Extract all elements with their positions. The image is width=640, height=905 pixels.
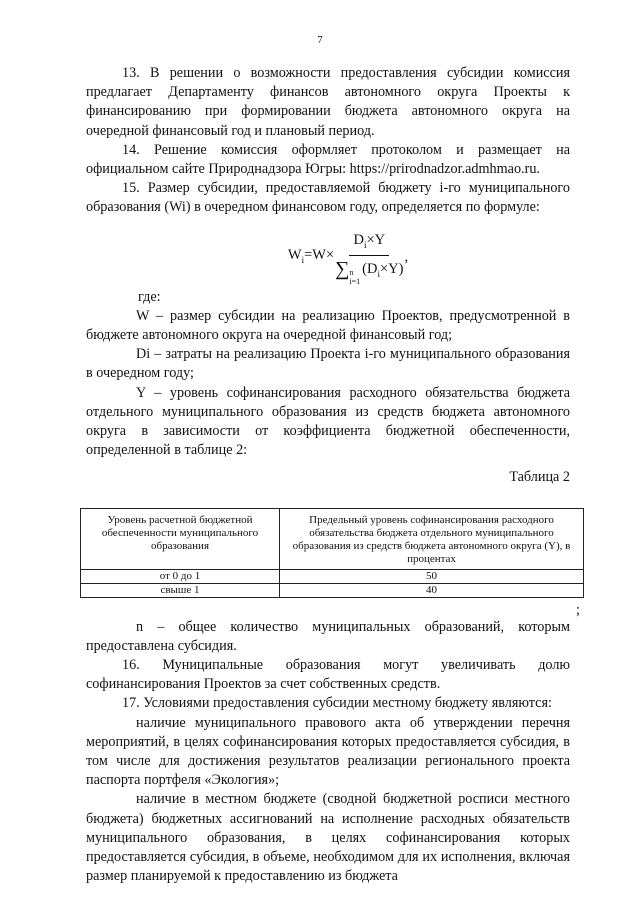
table-cell: 40 bbox=[280, 583, 584, 597]
paragraph-14: 14. Решение комиссия оформляет протоколом и размещает на официальном сайте Природнадзора Югры: https://prirodnadzor.admhmao.ru. bbox=[86, 141, 570, 178]
formula-numerator: $D_i\times Y$ bbox=[349, 232, 389, 256]
formula-tail: , bbox=[404, 249, 409, 266]
table-header-row bbox=[81, 508, 584, 569]
cofinancing-table bbox=[80, 508, 584, 598]
table-cell: от 0 до 1 bbox=[81, 569, 280, 583]
definition-y: Y – уровень софинансирования расходного обязательства бюджета отдельного муниципального образования из средств бюджета автономного округа в зависимости от коэффициента бюджетной обеспеченности, определенной в таблице 2: bbox=[86, 384, 570, 459]
definition-di: Di – затраты на реализацию Проекта i-го муниципального образования в очередном году; bbox=[86, 346, 570, 382]
where-label: где: bbox=[138, 288, 161, 305]
table-row bbox=[81, 569, 584, 583]
formula-fraction bbox=[335, 232, 403, 284]
page-number: 7 bbox=[317, 34, 323, 46]
table-cell: свыше 1 bbox=[81, 583, 280, 597]
table-header-cell: Предельный уровень софинансирования расходного обязательства бюджета отдельного муниципального образования из средств бюджета автономного округа (Y), в процентах bbox=[280, 508, 584, 569]
paragraph-15: 15. Размер субсидии, предоставляемой бюджету i-го муниципального образования (Wi) в очередном финансовом году, определяется по формуле: bbox=[86, 180, 570, 216]
table-header-cell: Уровень расчетной бюджетной обеспеченности муниципального образования bbox=[81, 508, 280, 569]
paragraph-17: 17. Условиями предоставления субсидии местному бюджету являются: bbox=[122, 695, 552, 712]
definition-n: n – общее количество муниципальных образований, которым предоставлена субсидия. bbox=[86, 618, 570, 654]
condition-legal-act: наличие муниципального правового акта об утверждении перечня мероприятий, в целях софинансирования которых предоставляется субсидия, в том числе для достижения результатов реализации регионального проекта паспорта портфеля «Экология»; bbox=[86, 714, 570, 789]
table-cell: 50 bbox=[280, 569, 584, 583]
table-caption: Таблица 2 bbox=[509, 469, 570, 486]
document-body bbox=[86, 64, 580, 887]
definition-w: W – размер субсидии на реализацию Проектов, предусмотренной в бюджете автономного округа на очередной финансовый год; bbox=[86, 307, 570, 344]
table-row bbox=[81, 583, 584, 597]
table-semicolon: ; bbox=[576, 601, 580, 618]
condition-budget-allocation: наличие в местном бюджете (сводной бюджетной росписи местного бюджета) бюджетных ассигнований на исполнение расходных обязательств муниципального образования, в целях софинансирования которых предоставляется субсидия, в объеме, необходимом для их исполнения, включая размер планируемой к предоставлению из бюджета bbox=[86, 791, 570, 885]
paragraph-13: 13. В решении о возможности предоставления субсидии комиссия предлагает Департаменту финансов автономного округа Проекты к финансированию при формировании бюджета автономного округа на очередной финансовый год и плановый период. bbox=[86, 65, 570, 139]
paragraph-16: 16. Муниципальные образования могут увеличивать долю софинансирования Проектов за счет собственных средств. bbox=[86, 657, 570, 693]
subsidy-formula bbox=[126, 231, 570, 286]
formula-denominator: ∑ n i=1 $(D_i\times Y)$ bbox=[335, 257, 404, 286]
formula-lhs: $W_i=W\times$ bbox=[287, 246, 335, 265]
